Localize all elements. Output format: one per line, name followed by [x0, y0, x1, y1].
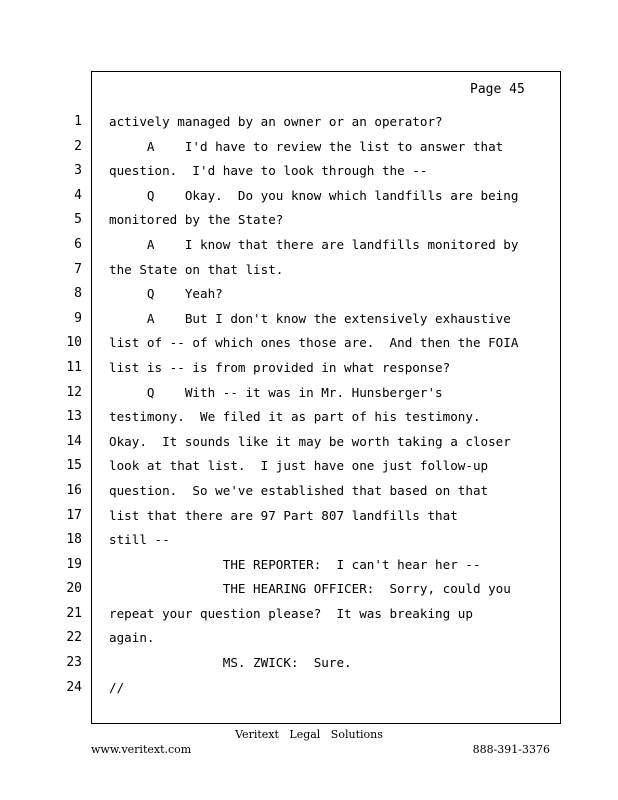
line-number: 9 [74, 310, 82, 326]
line-number: 1 [74, 114, 82, 129]
transcript-line: A I'd have to review the list to answer that [109, 138, 504, 154]
line-number: 15 [66, 458, 82, 474]
line-number: 14 [66, 433, 82, 449]
line-number: 5 [74, 212, 82, 228]
transcript-line: Q Yeah? [109, 286, 223, 302]
footer-website: www.veritext.com [91, 743, 192, 756]
transcript-line: question. I'd have to look through the -- [109, 163, 428, 179]
line-number: 7 [74, 261, 82, 277]
transcript-line: again. [109, 630, 155, 646]
transcript-body [109, 112, 557, 702]
transcript-line: Q With -- it was in Mr. Hunsberger's [109, 384, 443, 400]
transcript-line: list of -- of which ones those are. And then the FOIA [109, 335, 519, 351]
line-number: 3 [74, 163, 82, 179]
transcript-line: MS. ZWICK: Sure. [109, 655, 352, 671]
transcript-line: THE HEARING OFFICER: Sorry, could you [109, 581, 511, 597]
transcript-line: Okay. It sounds like it may be worth taking a closer [109, 433, 511, 449]
line-number: 18 [66, 532, 82, 548]
line-number: 20 [66, 581, 82, 597]
transcript-line: still -- [109, 532, 170, 548]
transcript-line: Q Okay. Do you know which landfills are being [109, 187, 519, 203]
line-number: 11 [66, 359, 82, 375]
line-number: 8 [74, 286, 82, 302]
transcript-line: list is -- is from provided in what response? [109, 359, 451, 375]
line-number: 23 [66, 655, 82, 671]
transcript-line: the State on that list. [109, 261, 284, 277]
line-number: 6 [74, 236, 82, 252]
line-number-column [40, 112, 82, 702]
footer-company: Veritext Legal Solutions [235, 728, 383, 741]
footer-phone: 888-391-3376 [472, 743, 550, 756]
line-number: 22 [66, 630, 82, 646]
line-number: 12 [66, 384, 82, 400]
transcript-line: A But I don't know the extensively exhaustive [109, 310, 511, 326]
transcript-line: question. So we've established that based on that [109, 482, 489, 498]
transcript-line: actively managed by an owner or an operator? [109, 114, 443, 129]
line-number: 13 [66, 409, 82, 425]
transcript-line: monitored by the State? [109, 212, 284, 228]
line-number: 21 [66, 605, 82, 621]
line-number: 16 [66, 482, 82, 498]
transcript-line: list that there are 97 Part 807 landfills that [109, 507, 458, 523]
transcript-line: repeat your question please? It was breaking up [109, 605, 473, 621]
transcript-line: // [109, 679, 125, 695]
line-number: 19 [66, 556, 82, 572]
line-number: 2 [74, 138, 82, 154]
transcript-line: A I know that there are landfills monitored by [109, 236, 519, 252]
line-number: 24 [66, 679, 82, 695]
line-number: 17 [66, 507, 82, 523]
transcript-line: THE REPORTER: I can't hear her -- [109, 556, 481, 572]
page-number: Page 45 [470, 82, 525, 97]
transcript-line: look at that list. I just have one just follow-up [109, 458, 489, 474]
line-number: 10 [66, 335, 82, 351]
transcript-line: testimony. We filed it as part of his testimony. [109, 409, 481, 425]
line-number: 4 [74, 187, 82, 203]
